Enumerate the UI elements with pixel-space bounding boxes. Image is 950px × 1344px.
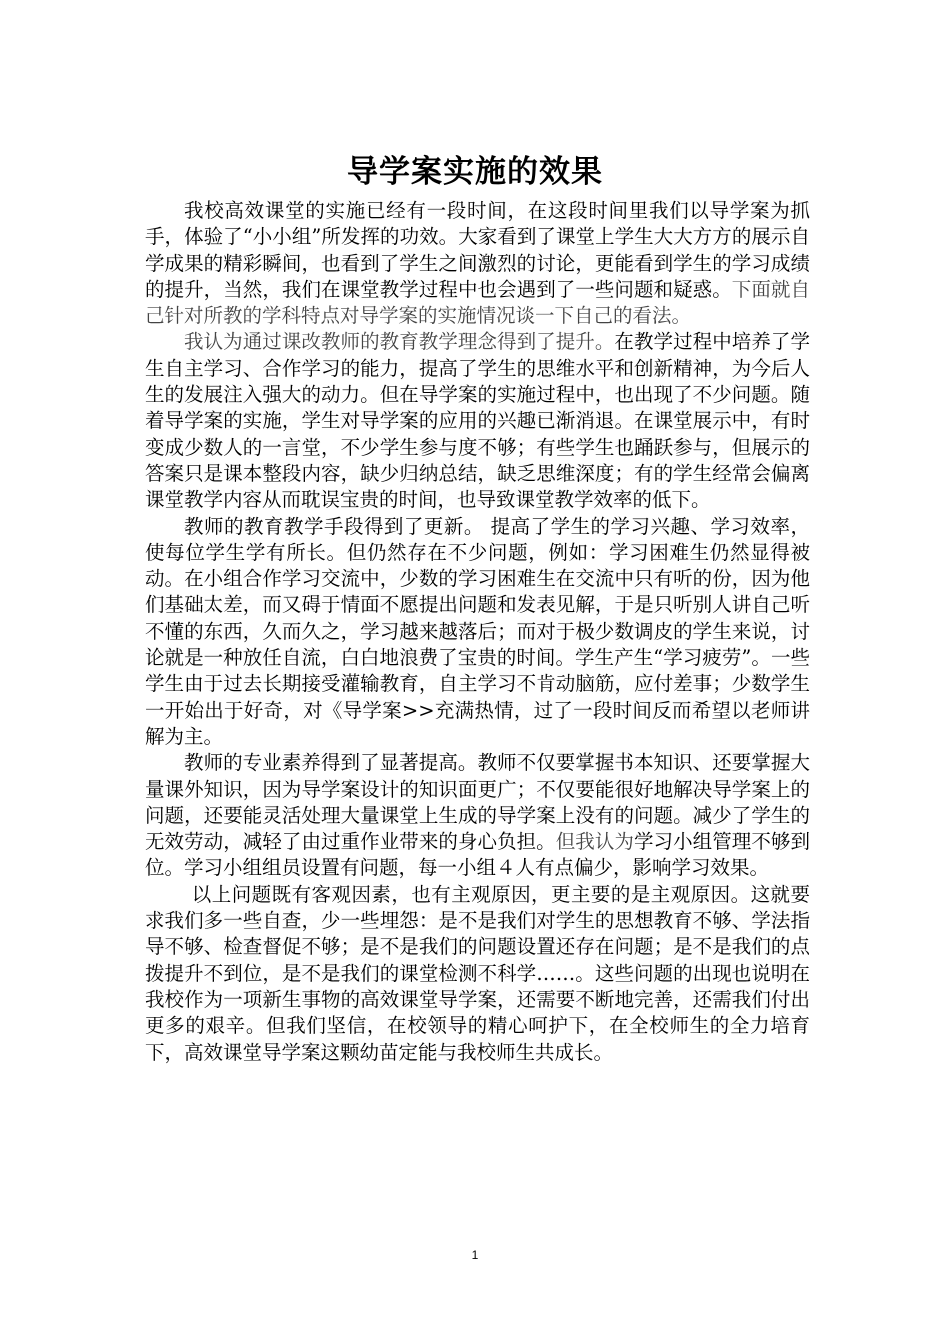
paragraph-2-text: 在教学过程中培养了学生自主学习、合作学习的能力，提高了学生的思维水平和创新精神，为今后人生的发展注入强大的动力。但在导学案的实施过程中，也出现了不少问题。随着导学案的实施，学生对导学案的应用的兴趣已渐消退。在课堂展示中，有时变成少数人的一言堂，不少学生参与度不够；有些学生也踊跃参与，但展示的答案只是课本整段内容，缺少归纳总结，缺乏思维深度；有的学生经常会偏离课堂教学内容从而耽误宝贵的时间，也导致课堂教学效率的低下。 xyxy=(145,330,810,512)
paragraph-4-text: 教师的专业素养得到了显著提高。教师不仅要掌握书本知识、还要掌握大量课外知识，因为导学案设计的知识面更广；不仅要能很好地解决导学案上的问题，还要能灵活处理大量课堂上生成的导学案上没有的问题。减少了学生的无效劳动，减轻了由过重作业带来的身心负担。 xyxy=(145,751,810,854)
paragraph-2 xyxy=(145,329,810,513)
paragraph-4-muted-text: 但我认为 xyxy=(555,830,634,854)
page-number: 1 xyxy=(471,1248,479,1262)
paragraph-1-muted-text: 下面就自己针对所教的学科特点对导学案的实施情况谈一下自己的看法。 xyxy=(145,277,810,328)
paragraph-1-text: 我校高效课堂的实施已经有一段时间，在这段时间里我们以导学案为抓手，体验了“小小组”所发挥的功效。大家看到了课堂上学生大大方方的展示自学成果的精彩瞬间，也看到了学生之间激烈的讨论，更能看到学生的学习成绩的提升，当然，我们在课堂教学过程中也会遇到了一些问题和疑惑。 xyxy=(145,199,810,301)
document-body xyxy=(145,198,810,1066)
paragraph-1 xyxy=(145,198,810,329)
paragraph-3 xyxy=(145,514,810,751)
paragraph-4-tail-text: 学习小组管理不够到位。学习小组组员设置有问题，每一小组４人有点偏少，影响学习效果。 xyxy=(145,830,810,880)
document-title: 导学案实施的效果 xyxy=(347,154,603,190)
paragraph-5-text: 以上问题既有客观因素，也有主观原因，更主要的是主观原因。这就要求我们多一些自查，少一些埋怨：是不是我们对学生的思想教育不够、学法指导不够、检查督促不够；是不是我们的问题设置还存在问题；是不是我们的点拨提升不到位，是不是我们的课堂检测不科学……。这些问题的出现也说明在我校作为一项新生事物的高效课堂导学案，还需要不断地完善，还需我们付出更多的艰辛。但我们坚信，在校领导的精心呵护下，在全校师生的全力培育下，高效课堂导学案这颗幼苗定能与我校师生共成长。 xyxy=(145,882,810,1064)
paragraph-3-text: 教师的教育教学手段得到了更新。 提高了学生的学习兴趣、学习效率，使每位学生学有所长。但仍然存在不少问题，例如：学习困难生仍然显得被动。在小组合作学习交流中，少数的学习困难生在交流中只有听的份，因为他们基础太差，而又碍于情面不愿提出问题和发表见解，于是只听别人讲自己听不懂的东西，久而久之，学习越来越落后；而对于极少数调皮的学生来说，讨论就是一种放任自流，白白地浪费了宝贵的时间。学生产生“学习疲劳”。一些学生由于过去长期接受灌输教育，自主学习不肯动脑筋，应付差事；少数学生一开始出于好奇，对《导学案>>充满热情，过了一段时间反而希望以老师讲解为主。 xyxy=(145,514,810,748)
paragraph-2-muted-text: 我认为通过课改教师的教育教学理念得到了提升。 xyxy=(184,330,615,354)
paragraph-5 xyxy=(145,882,810,1066)
paragraph-4 xyxy=(145,750,810,881)
